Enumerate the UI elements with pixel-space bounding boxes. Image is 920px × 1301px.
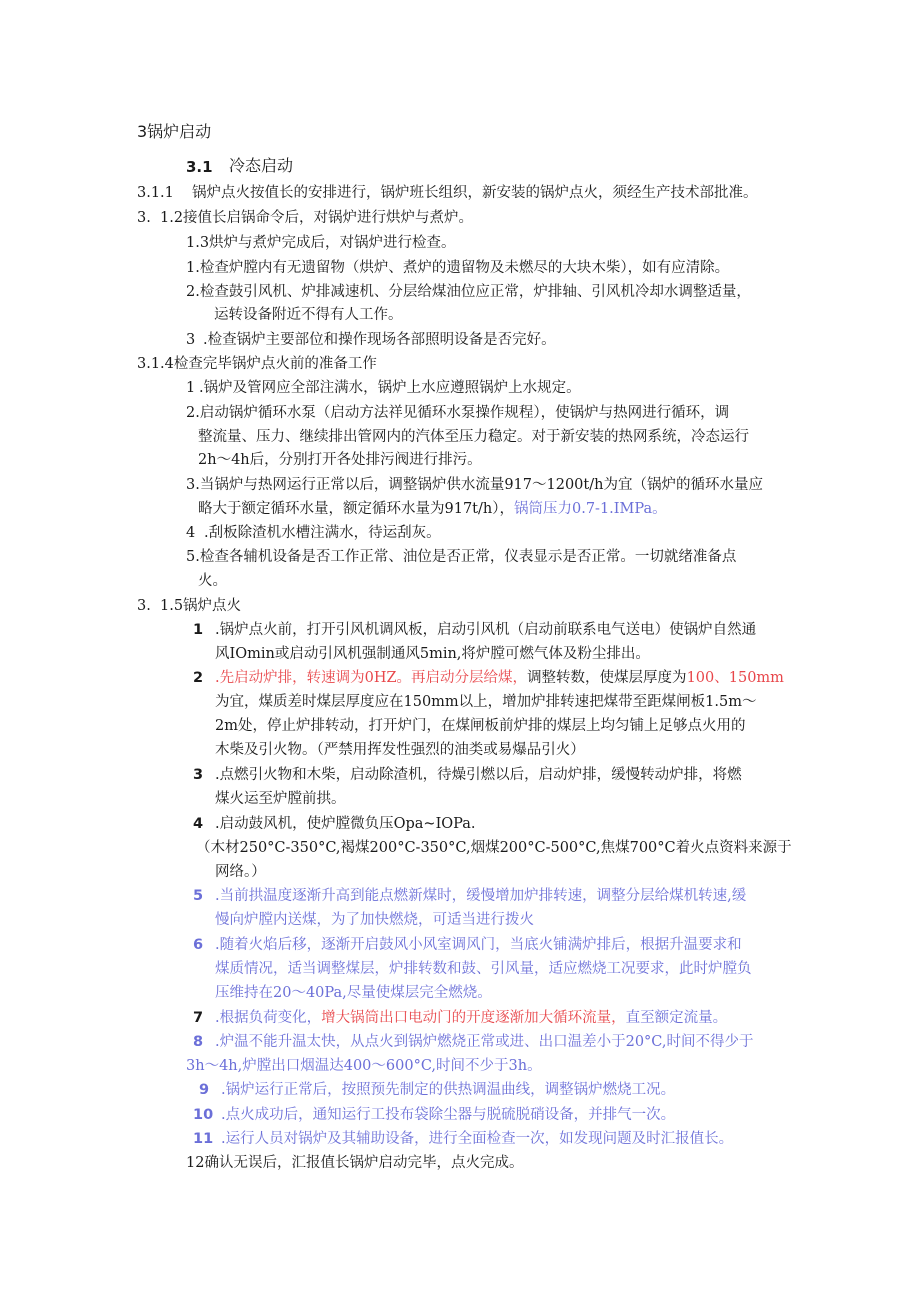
item-314: 3.1.4检查完毕锅炉点火前的准备工作 (137, 356, 377, 372)
step-5-line2: 慢向炉膛内送煤，为了加快燃烧，可适当进行拨火 (215, 912, 534, 928)
subsection-title: 冷态启动 (229, 156, 294, 175)
step-6-line3: 压维持在20～40Pa,尽量使煤层完全燃烧。 (215, 985, 492, 1001)
step-11: .运行人员对锅炉及其辅助设备，进行全面检查一次，如发现问题及时汇报值长。 (221, 1131, 734, 1147)
prep-3-line2-text: 略大于额定循环水量，额定循环水量为917t/h）， (198, 501, 514, 517)
step-5-number: 5 (193, 888, 204, 904)
step-7-number: 7 (193, 1010, 204, 1026)
item-313: 1.3烘炉与煮炉完成后，对锅炉进行检查。 (186, 235, 456, 251)
step-3-line2: 煤火运至炉膛前拱。 (215, 791, 346, 807)
check-2-line2: 运转设备附近不得有人工作。 (214, 307, 403, 323)
prep-5-line2: 火。 (198, 573, 227, 589)
check-3-number: 3 (186, 332, 196, 348)
step-1-number: 1 (193, 622, 204, 638)
step-2-line1 (215, 668, 784, 688)
item-315: 1.5锅炉点火 (160, 598, 242, 614)
step-8-line2: 3h～4h,炉膛出口烟温达400～600°C,时间不少于3h。 (186, 1058, 542, 1074)
prep-2-line3: 2h～4h后，分别打开各处排污阀进行排污。 (198, 452, 482, 468)
prep-1: .锅炉及管网应全部注满水，锅炉上水应遵照锅炉上水规定。 (199, 380, 581, 396)
step-7-red-text: 增大锅筒出口电动门的开度逐渐加大循环流量， (321, 1010, 626, 1026)
step-12: 12确认无误后，汇报值长锅炉启动完毕，点火完成。 (186, 1155, 524, 1171)
step-3-line1: .点燃引火物和木柴，启动除渣机，待燥引燃以后，启动炉排，缓慢转动炉排，将燃 (215, 767, 742, 783)
step-2-number: 2 (193, 670, 204, 686)
prep-2-line1: 2.启动锅炉循环水泵（启动方法祥见循环水泵操作规程），使锅炉与热网进行循环，调 (186, 405, 730, 421)
step-2-thickness: 100、150mm (686, 670, 784, 686)
step-1-line2: 风IOmin或启动引风机强制通风5min,将炉膛可燃气体及粉尘排出。 (215, 646, 650, 662)
prep-5-line1: 5.检查各辅机设备是否工作正常、油位是否正常，仪表显示是否正常。一切就绪准备点 (186, 549, 737, 565)
step-3-number: 3 (193, 767, 204, 783)
step-9: .锅炉运行正常后，按照预先制定的供热调温曲线，调整锅炉燃烧工况。 (221, 1082, 676, 1098)
step-2-red-text: .先启动炉排，转速调为0HZ。再启动分层给煤， (215, 670, 528, 686)
step-2-line4: 木柴及引火物。（严禁用挥发性强烈的油类或易爆品引火） (215, 742, 585, 758)
item-number-311: 3.1.1 (137, 185, 174, 201)
item-312: 1.2接值长启锅命令后，对锅炉进行烘炉与煮炉。 (160, 210, 474, 226)
step-1-line1: .锅炉点火前，打开引风机调风板，启动引风机（启动前联系电气送电）使锅炉自然通 (215, 622, 757, 638)
step-11-number: 11 (193, 1131, 214, 1147)
item-number-315: 3. (137, 598, 151, 614)
step-4-number: 4 (193, 816, 204, 832)
step-8-number: 8 (193, 1034, 204, 1050)
step-6-line2: 煤质情况，适当调整煤层，炉排转数和鼓、引风量，适应燃烧工况要求，此时炉膛负 (215, 961, 752, 977)
step-6-line1: .随着火焰后移，逐渐开启鼓风小风室调风门，当底火铺满炉排后，根据升温要求和 (215, 937, 742, 953)
step-2-line2: 为宜，煤质差时煤层厚度应在150mm以上，增加炉排转速把煤带至距煤闸板1.5m～ (215, 694, 757, 710)
step-7 (215, 1008, 727, 1028)
item-number-312: 3. (137, 210, 151, 226)
step-2-mid-text: 调整转数，使煤层厚度为 (527, 670, 687, 686)
step-7-text-a: .根据负荷变化， (215, 1010, 322, 1026)
section-heading: 3锅炉启动 (137, 122, 212, 141)
step-6-number: 6 (193, 937, 204, 953)
step-2-line3: 2m处，停止炉排转动，打开炉门，在煤闸板前炉排的煤层上均匀铺上足够点火用的 (215, 718, 746, 734)
check-1: 1.检查炉膛内有无遗留物（烘炉、煮炉的遗留物及未燃尽的大块木柴），如有应清除。 (186, 260, 730, 276)
step-4: .启动鼓风机，使炉膛微负压Opa~IOPa. (215, 816, 476, 832)
check-2-line1: 2.检查鼓引风机、炉排减速机、分层给煤油位应正常，炉排轴、引风机冷却水调整适量， (186, 284, 751, 300)
item-311: 锅炉点火按值长的安排进行，锅炉班长组织，新安装的锅炉点火，须经生产技术部批准。 (192, 185, 758, 201)
check-3: .检查锅炉主要部位和操作现场各部照明设备是否完好。 (203, 332, 556, 348)
drum-pressure-note: 锅筒压力0.7-1.IMPa。 (513, 501, 667, 517)
prep-1-number: 1 (186, 380, 196, 396)
step-4-note-line2: 网络。） (215, 864, 266, 880)
prep-4-number: 4 (186, 525, 196, 541)
step-10: .点火成功后，通知运行工投布袋除尘器与脱硫脱硝设备，并排气一次。 (221, 1107, 676, 1123)
step-7-text-b: 直至额定流量。 (625, 1010, 728, 1026)
step-5-line1: .当前拱温度逐渐升高到能点燃新煤时，缓慢增加炉排转速，调整分层给煤机转速,缓 (215, 888, 747, 904)
subsection-number: 3.1 (186, 158, 213, 176)
step-10-number: 10 (193, 1107, 214, 1123)
prep-3-line2 (198, 499, 667, 519)
prep-4: .刮板除渣机水槽注满水，待运刮灰。 (204, 525, 441, 541)
step-9-number: 9 (199, 1082, 210, 1098)
step-4-note-line1: （木材250°C-350°C,褐煤200°C-350°C,烟煤200°C-500°C,焦煤700°C着火点资料来源于 (196, 840, 792, 856)
prep-3-line1: 3.当锅炉与热网运行正常以后，调整锅炉供水流量917～1200t/h为宜（锅炉的循环水量应 (186, 477, 763, 493)
step-8-line1: .炉温不能升温太快，从点火到锅炉燃烧正常或进、出口温差小于20°C,时间不得少于 (215, 1034, 754, 1050)
prep-2-line2: 整流量、压力、继续排出管网内的汽体至压力稳定。对于新安装的热网系统，冷态运行 (198, 429, 749, 445)
